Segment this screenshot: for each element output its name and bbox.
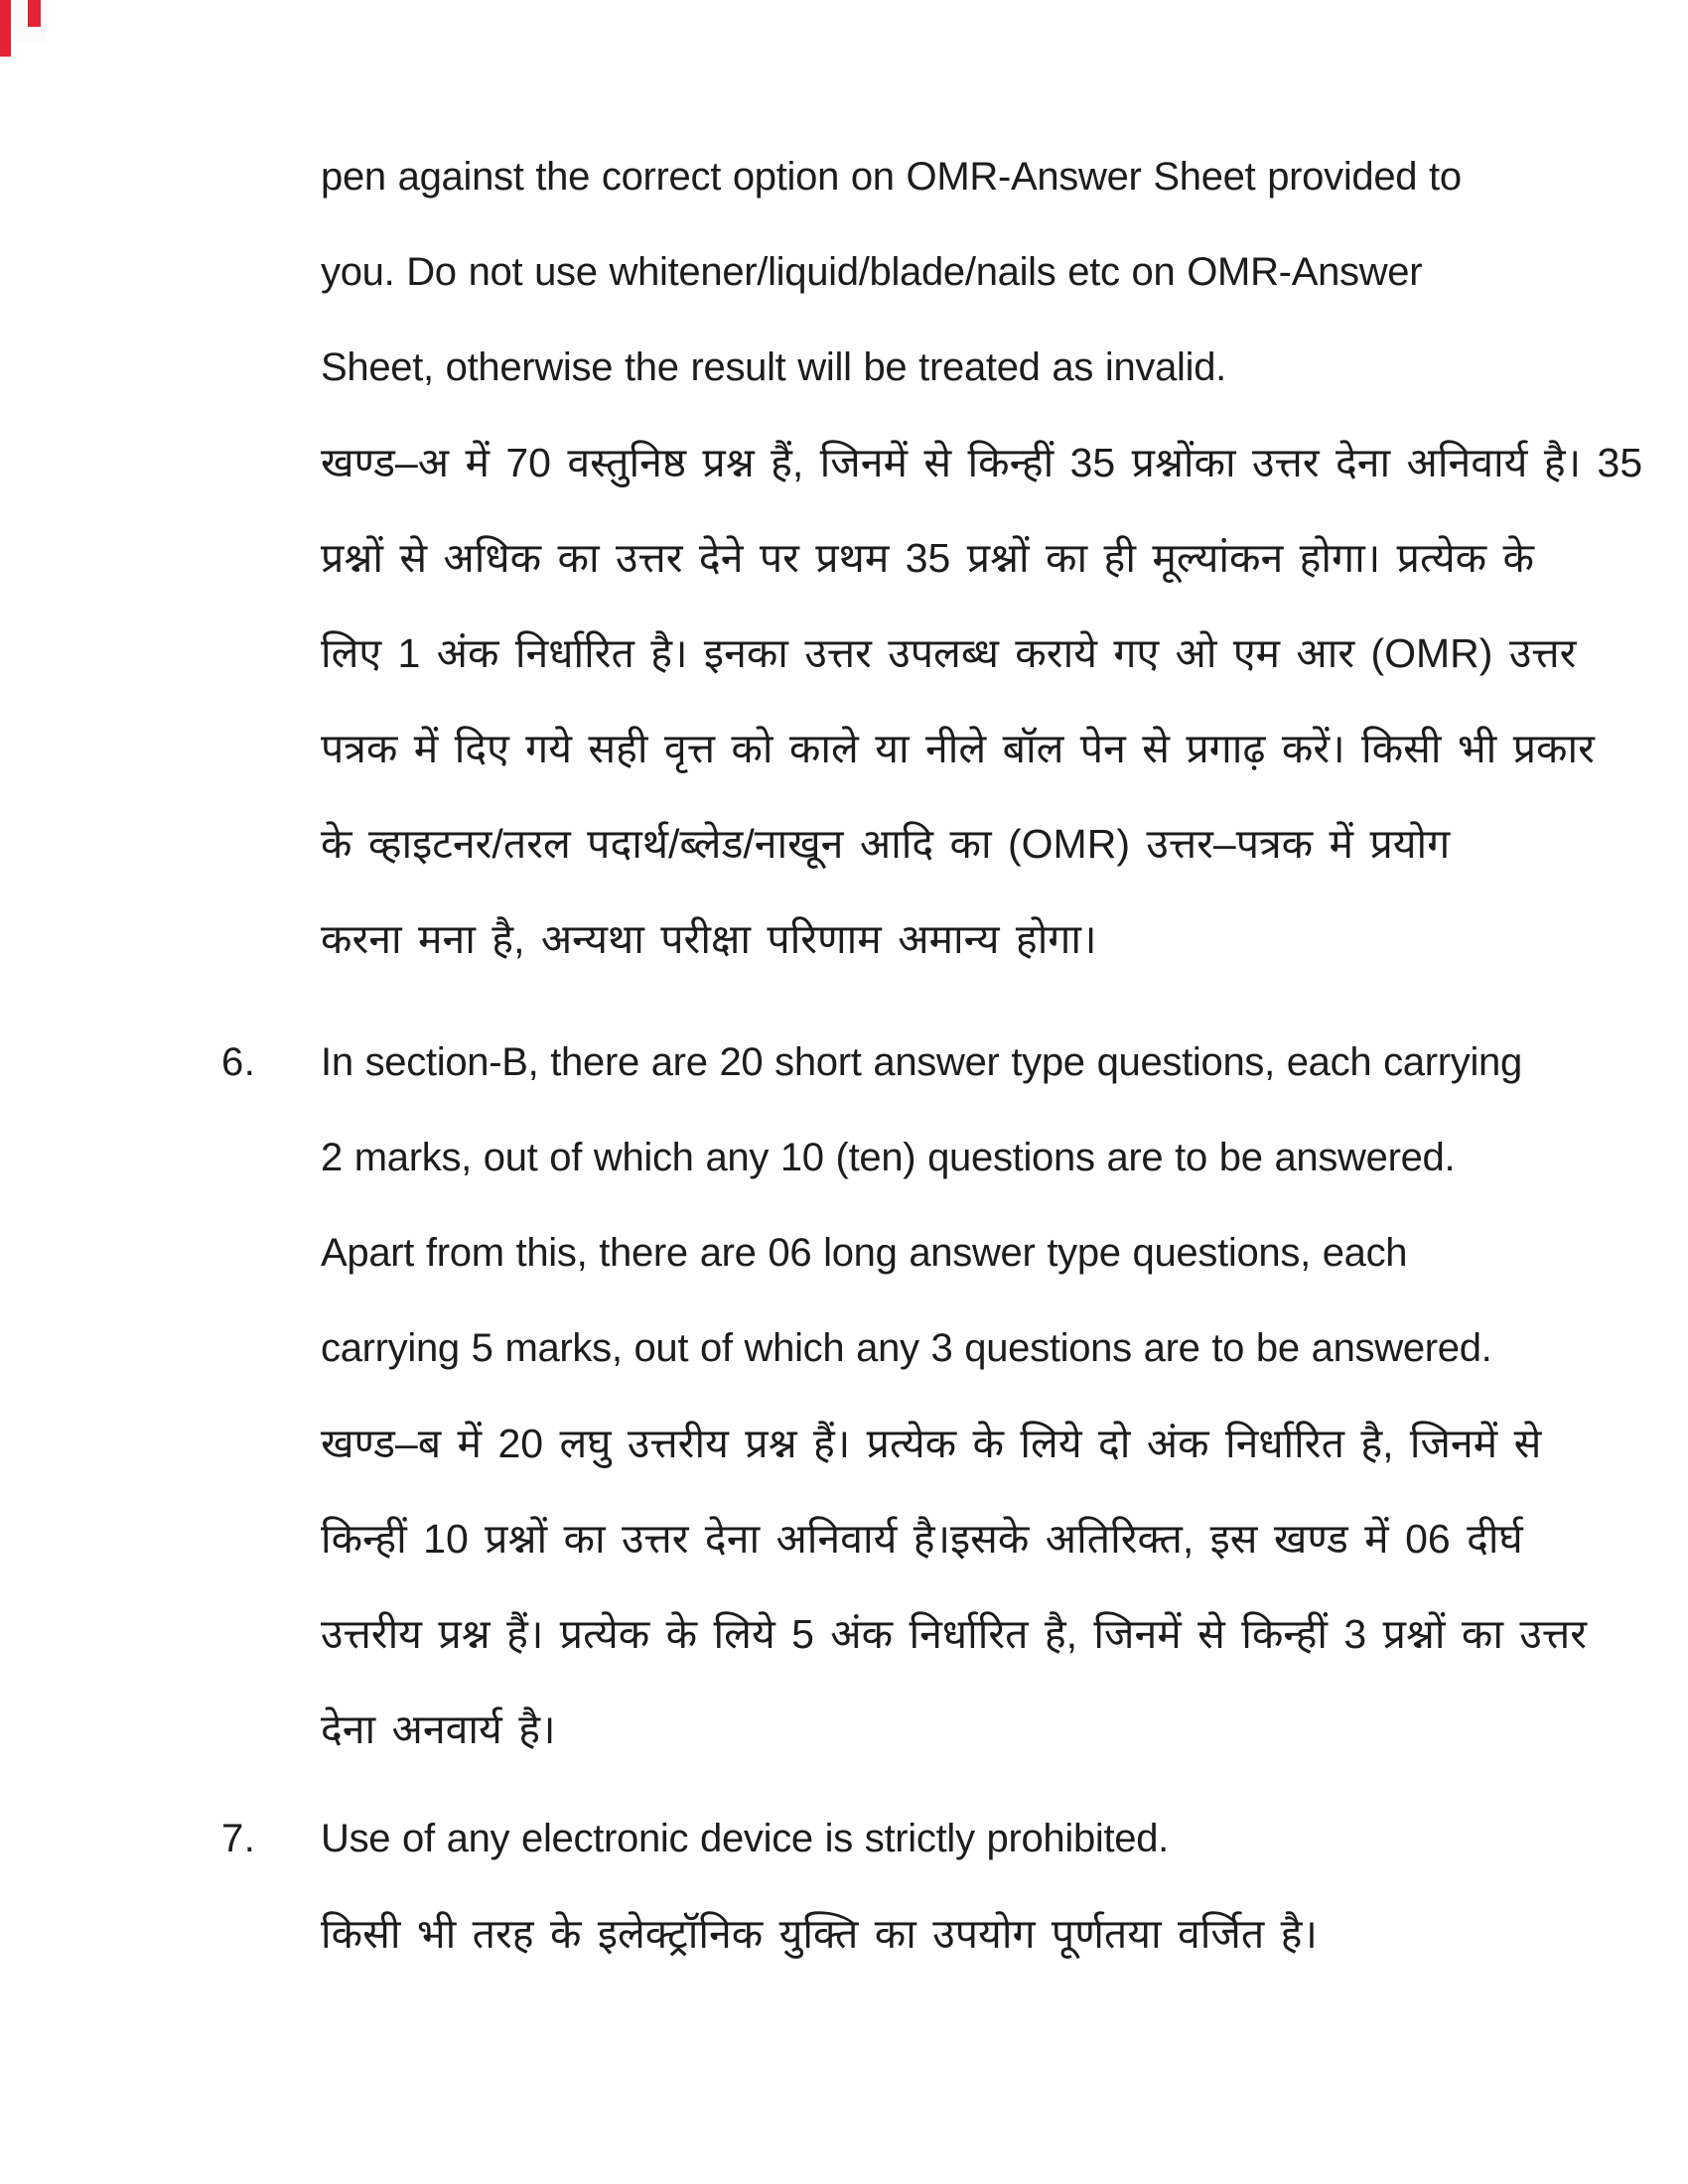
text-line-hindi: खण्ड–अ में 70 वस्तुनिष्ठ प्रश्न हैं, जिनमें से किन्हीं 35 प्रश्नोंका उत्तर देना अनिवार्य है। 35 [321,440,1643,485]
text-line-english: carrying 5 marks, out of which any 3 questions are to be answered. [321,1326,1492,1370]
text-line-english: 2 marks, out of which any 10 (ten) questions are to be answered. [321,1136,1456,1179]
text-line-hindi: के व्हाइटनर/तरल पदार्थ/ब्लेड/नाखून आदि का (OMR) उत्तर–पत्रक में प्रयोग [321,821,1451,867]
text-line-hindi: देना अनवार्य है। [321,1706,556,1752]
text-line-english: Sheet, otherwise the result will be treated as invalid. [321,345,1226,389]
text-line-hindi: खण्ड–ब में 20 लघु उत्तरीय प्रश्न हैं। प्रत्येक के लिये दो अंक निर्धारित है, जिनमें से [321,1421,1542,1466]
scan-mark-second-icon [28,0,41,27]
text-line-hindi: प्रश्नों से अधिक का उत्तर देने पर प्रथम 35 प्रश्नों का ही मूल्यांकन होगा। प्रत्येक के [321,535,1535,581]
instruction-7-number: 7. [221,1817,256,1860]
instruction-6-number: 6. [221,1040,256,1084]
text-line-hindi: पत्रक में दिए गये सही वृत्त को काले या नीले बॉल पेन से प्रगाढ़ करें। किसी भी प्रकार [321,726,1595,771]
text-line-english: Use of any electronic device is strictly prohibited. [321,1817,1169,1860]
text-line-english: In section-B, there are 20 short answer type questions, each carrying [321,1040,1522,1084]
text-body [321,129,1643,1981]
text-line-english: Apart from this, there are 06 long answer type questions, each [321,1231,1408,1275]
text-line-english: you. Do not use whitener/liquid/blade/nails etc on OMR-Answer [321,250,1423,294]
text-line-english: pen against the correct option on OMR-Answer Sheet provided to [321,155,1462,199]
text-line-hindi: किन्हीं 10 प्रश्नों का उत्तर देना अनिवार्य है।इसके अतिरिक्त, इस खण्ड में 06 दीर्घ [321,1516,1523,1562]
text-line-hindi: उत्तरीय प्रश्न हैं। प्रत्येक के लिये 5 अंक निर्धारित है, जिनमें से किन्हीं 3 प्रश्नों का उत्तर [321,1611,1587,1657]
text-line-hindi: करना मना है, अन्यथा परीक्षा परिणाम अमान्य होगा। [321,916,1097,962]
scan-mark-left-icon [0,0,11,57]
text-line-hindi: लिए 1 अंक निर्धारित है। इनका उत्तर उपलब्ध कराये गए ओ एम आर (OMR) उत्तर [321,630,1577,676]
text-line-hindi: किसी भी तरह के इलेक्ट्रॉनिक युक्ति का उपयोग पूर्णतया वर्जित है। [321,1911,1318,1957]
